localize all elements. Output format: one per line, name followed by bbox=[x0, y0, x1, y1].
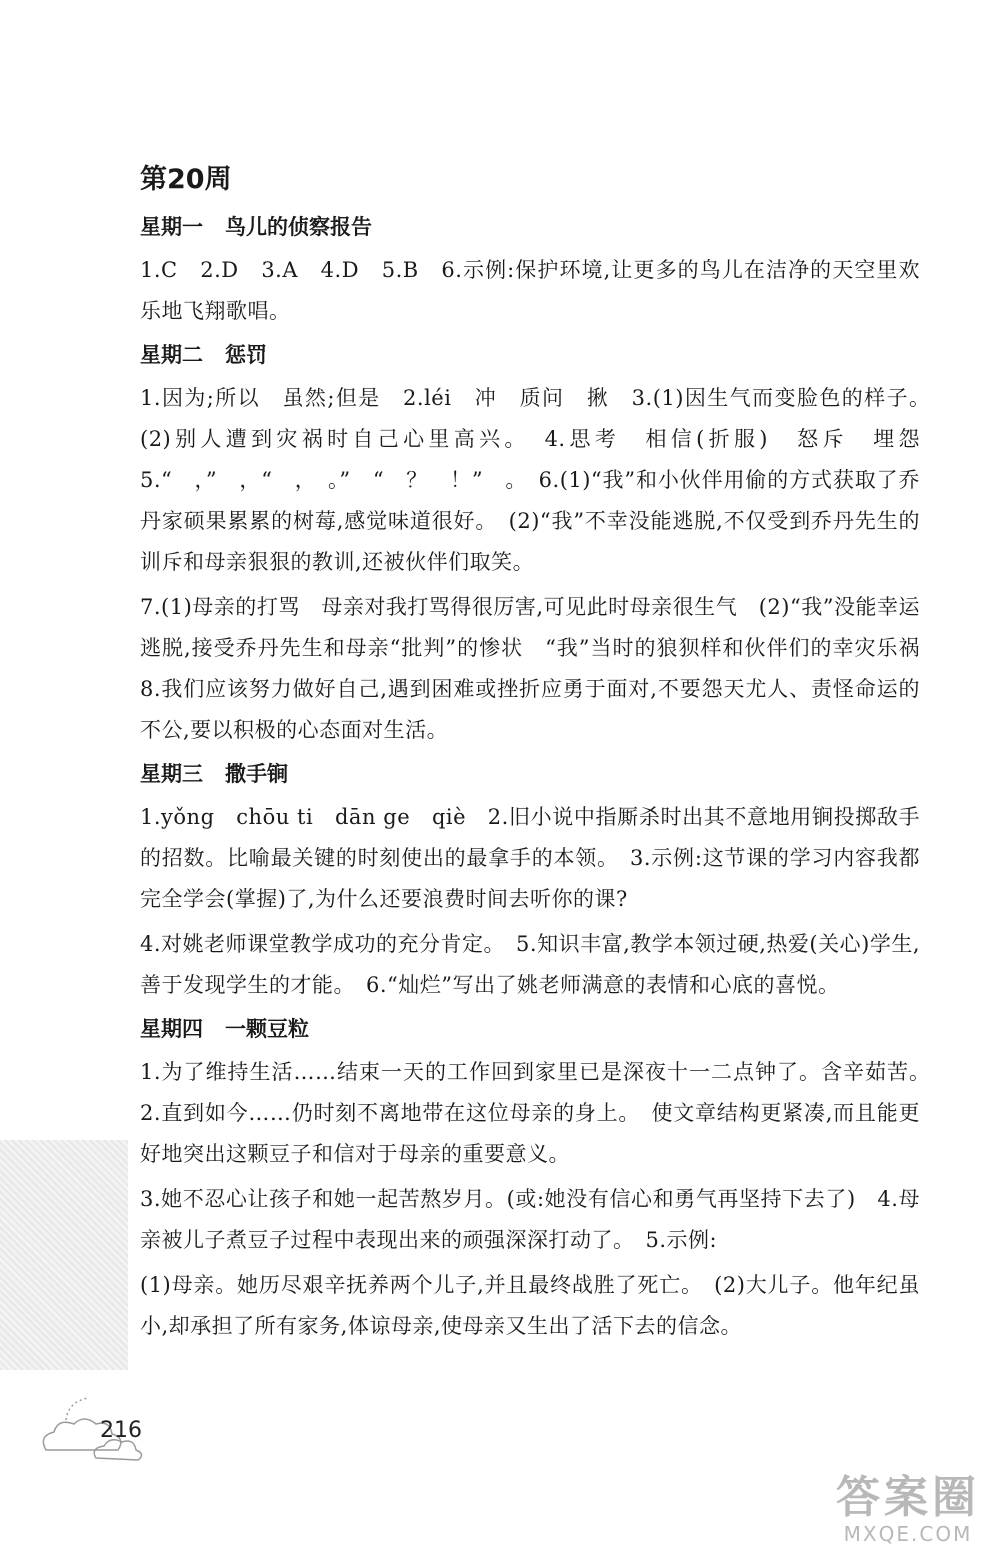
answer-paragraph: (1)母亲。她历尽艰辛抚养两个儿子,并且最终战胜了死亡。 (2)大儿子。他年纪虽小,却承担了所有家务,体谅母亲,使母亲又生出了活下去的信念。 bbox=[140, 1273, 920, 1338]
watermark-logo bbox=[836, 1474, 980, 1546]
answer-paragraph: 1.因为;所以 虽然;但是 2.léi 冲 质问 揪 3.(1)因生气而变脸色的样子。 (2)别人遭到灾祸时自己心里高兴。 4.思考 相信(折服) 怒斥 埋怨 5.“ ，” ，“ ， 。” “ ？ ！” 。 6.(1)“我”和小伙伴用偷的方式获取了乔丹家硕果累累的树莓,感觉味道很好。 (2)“我”不幸没能逃脱,不仅受到乔丹先生的训斥和母亲狠狠的教训,还被伙伴们取笑。 bbox=[140, 386, 942, 574]
article-title: 撒手锏 bbox=[225, 762, 288, 786]
answer-paragraph: 4.对姚老师课堂教学成功的充分肯定。 5.知识丰富,教学本领过硬,热爱(关心)学生,善于发现学生的才能。 6.“灿烂”写出了姚老师满意的表情和心底的喜悦。 bbox=[140, 932, 920, 997]
side-decoration bbox=[0, 1140, 128, 1370]
answer-paragraph: 1.yǒng chōu ti dān ge qiè 2.旧小说中指厮杀时出其不意地用锏投掷敌手的招数。比喻最关键的时刻使出的最拿手的本领。 3.示例:这节课的学习内容我都完全学会(掌握)了,为什么还要浪费时间去听你的课? bbox=[140, 805, 920, 911]
article-title: 一颗豆粒 bbox=[225, 1017, 309, 1041]
section-tuesday bbox=[140, 338, 942, 751]
section-wednesday bbox=[140, 757, 920, 1006]
week-title: 第20周 bbox=[140, 164, 232, 195]
watermark-url: MXQE.COM bbox=[843, 1522, 973, 1546]
answer-paragraph: 3.她不忍心让孩子和她一起苦熬岁月。(或:她没有信心和勇气再坚持下去了) 4.母亲被儿子煮豆子过程中表现出来的顽强深深打动了。 5.示例: bbox=[140, 1187, 920, 1252]
answer-paragraph: 1.C 2.D 3.A 4.D 5.B 6.示例:保护环境,让更多的鸟儿在洁净的天空里欢乐地飞翔歌唱。 bbox=[140, 258, 920, 323]
day-label: 星期三 bbox=[140, 762, 203, 786]
day-heading bbox=[140, 757, 920, 791]
section-monday bbox=[140, 210, 920, 332]
day-heading bbox=[140, 1012, 920, 1046]
answer-content bbox=[140, 160, 942, 1353]
answer-paragraph: 7.(1)母亲的打骂 母亲对我打骂得很厉害,可见此时母亲很生气 (2)“我”没能幸运逃脱,接受乔丹先生和母亲“批判”的惨状 “我”当时的狼狈样和伙伴们的幸灾乐祸 8.我们应该努力做好自己,遇到困难或挫折应勇于面对,不要怨天尤人、责怪命运的不公,要以积极的心态面对生活。 bbox=[140, 595, 942, 742]
day-heading bbox=[140, 210, 920, 244]
day-label: 星期一 bbox=[140, 215, 203, 239]
day-label: 星期四 bbox=[140, 1017, 203, 1041]
day-label: 星期二 bbox=[140, 343, 203, 367]
page-number: 216 bbox=[100, 1418, 142, 1443]
section-thursday bbox=[140, 1012, 942, 1347]
day-heading bbox=[140, 338, 920, 372]
article-title: 鸟儿的侦察报告 bbox=[225, 215, 372, 239]
answer-paragraph: 1.为了维持生活……结束一天的工作回到家里已是深夜十一二点钟了。含辛茹苦。 2.直到如今……仍时刻不离地带在这位母亲的身上。 使文章结构更紧凑,而且能更好地突出这颗豆子和信对于母亲的重要意义。 bbox=[140, 1060, 942, 1166]
watermark-text: 答案圈 bbox=[836, 1472, 980, 1523]
article-title: 惩罚 bbox=[225, 343, 267, 367]
